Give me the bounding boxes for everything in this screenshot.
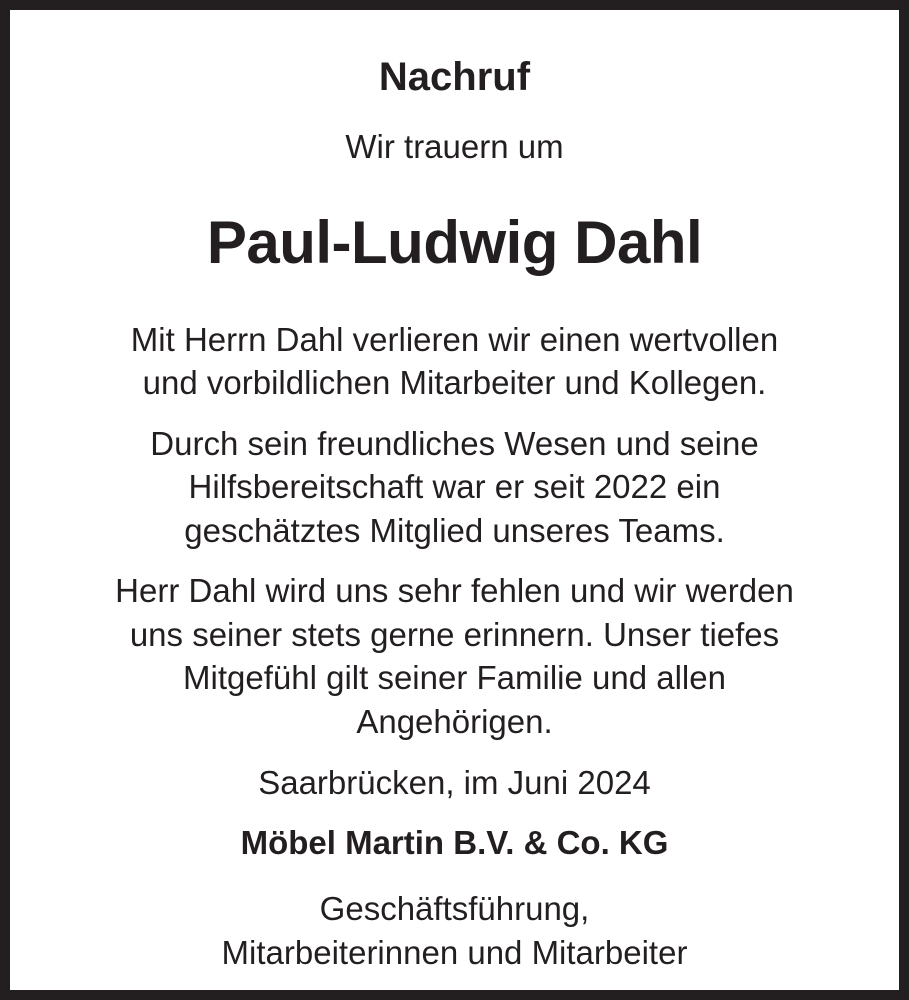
paragraph-2-line-2: Hilfsbereitschaft war er seit 2022 ein xyxy=(188,468,721,505)
paragraph-3-line-1: Herr Dahl wird uns sehr fehlen und wir werden xyxy=(115,572,794,609)
place-date: Saarbrücken, im Juni 2024 xyxy=(258,764,651,801)
paragraph-1-line-1: Mit Herrn Dahl verlieren wir einen wertvollen xyxy=(130,321,779,358)
paragraph-3-line-3: Mitgefühl gilt seiner Familie und allen xyxy=(183,659,726,696)
paragraph-3-line-4: Angehörigen. xyxy=(356,703,553,740)
deceased-name: Paul-Ludwig Dahl xyxy=(206,209,703,276)
intro-text: Wir trauern um xyxy=(345,128,564,165)
paragraph-2-line-3: geschätztes Mitglied unseres Teams. xyxy=(184,512,725,549)
paragraph-1-line-2: und vorbildlichen Mitarbeiter und Kollegen. xyxy=(142,364,767,401)
paragraph-2-line-1: Durch sein freundliches Wesen und seine xyxy=(150,425,759,462)
signature-line-2: Mitarbeiterinnen und Mitarbeiter xyxy=(221,934,688,971)
company-name: Möbel Martin B.V. & Co. KG xyxy=(240,824,669,861)
notice-title: Nachruf xyxy=(378,55,531,99)
paragraph-3-line-2: uns seiner stets gerne erinnern. Unser tiefes xyxy=(129,616,780,653)
signature-line-1: Geschäftsführung, xyxy=(319,890,590,927)
